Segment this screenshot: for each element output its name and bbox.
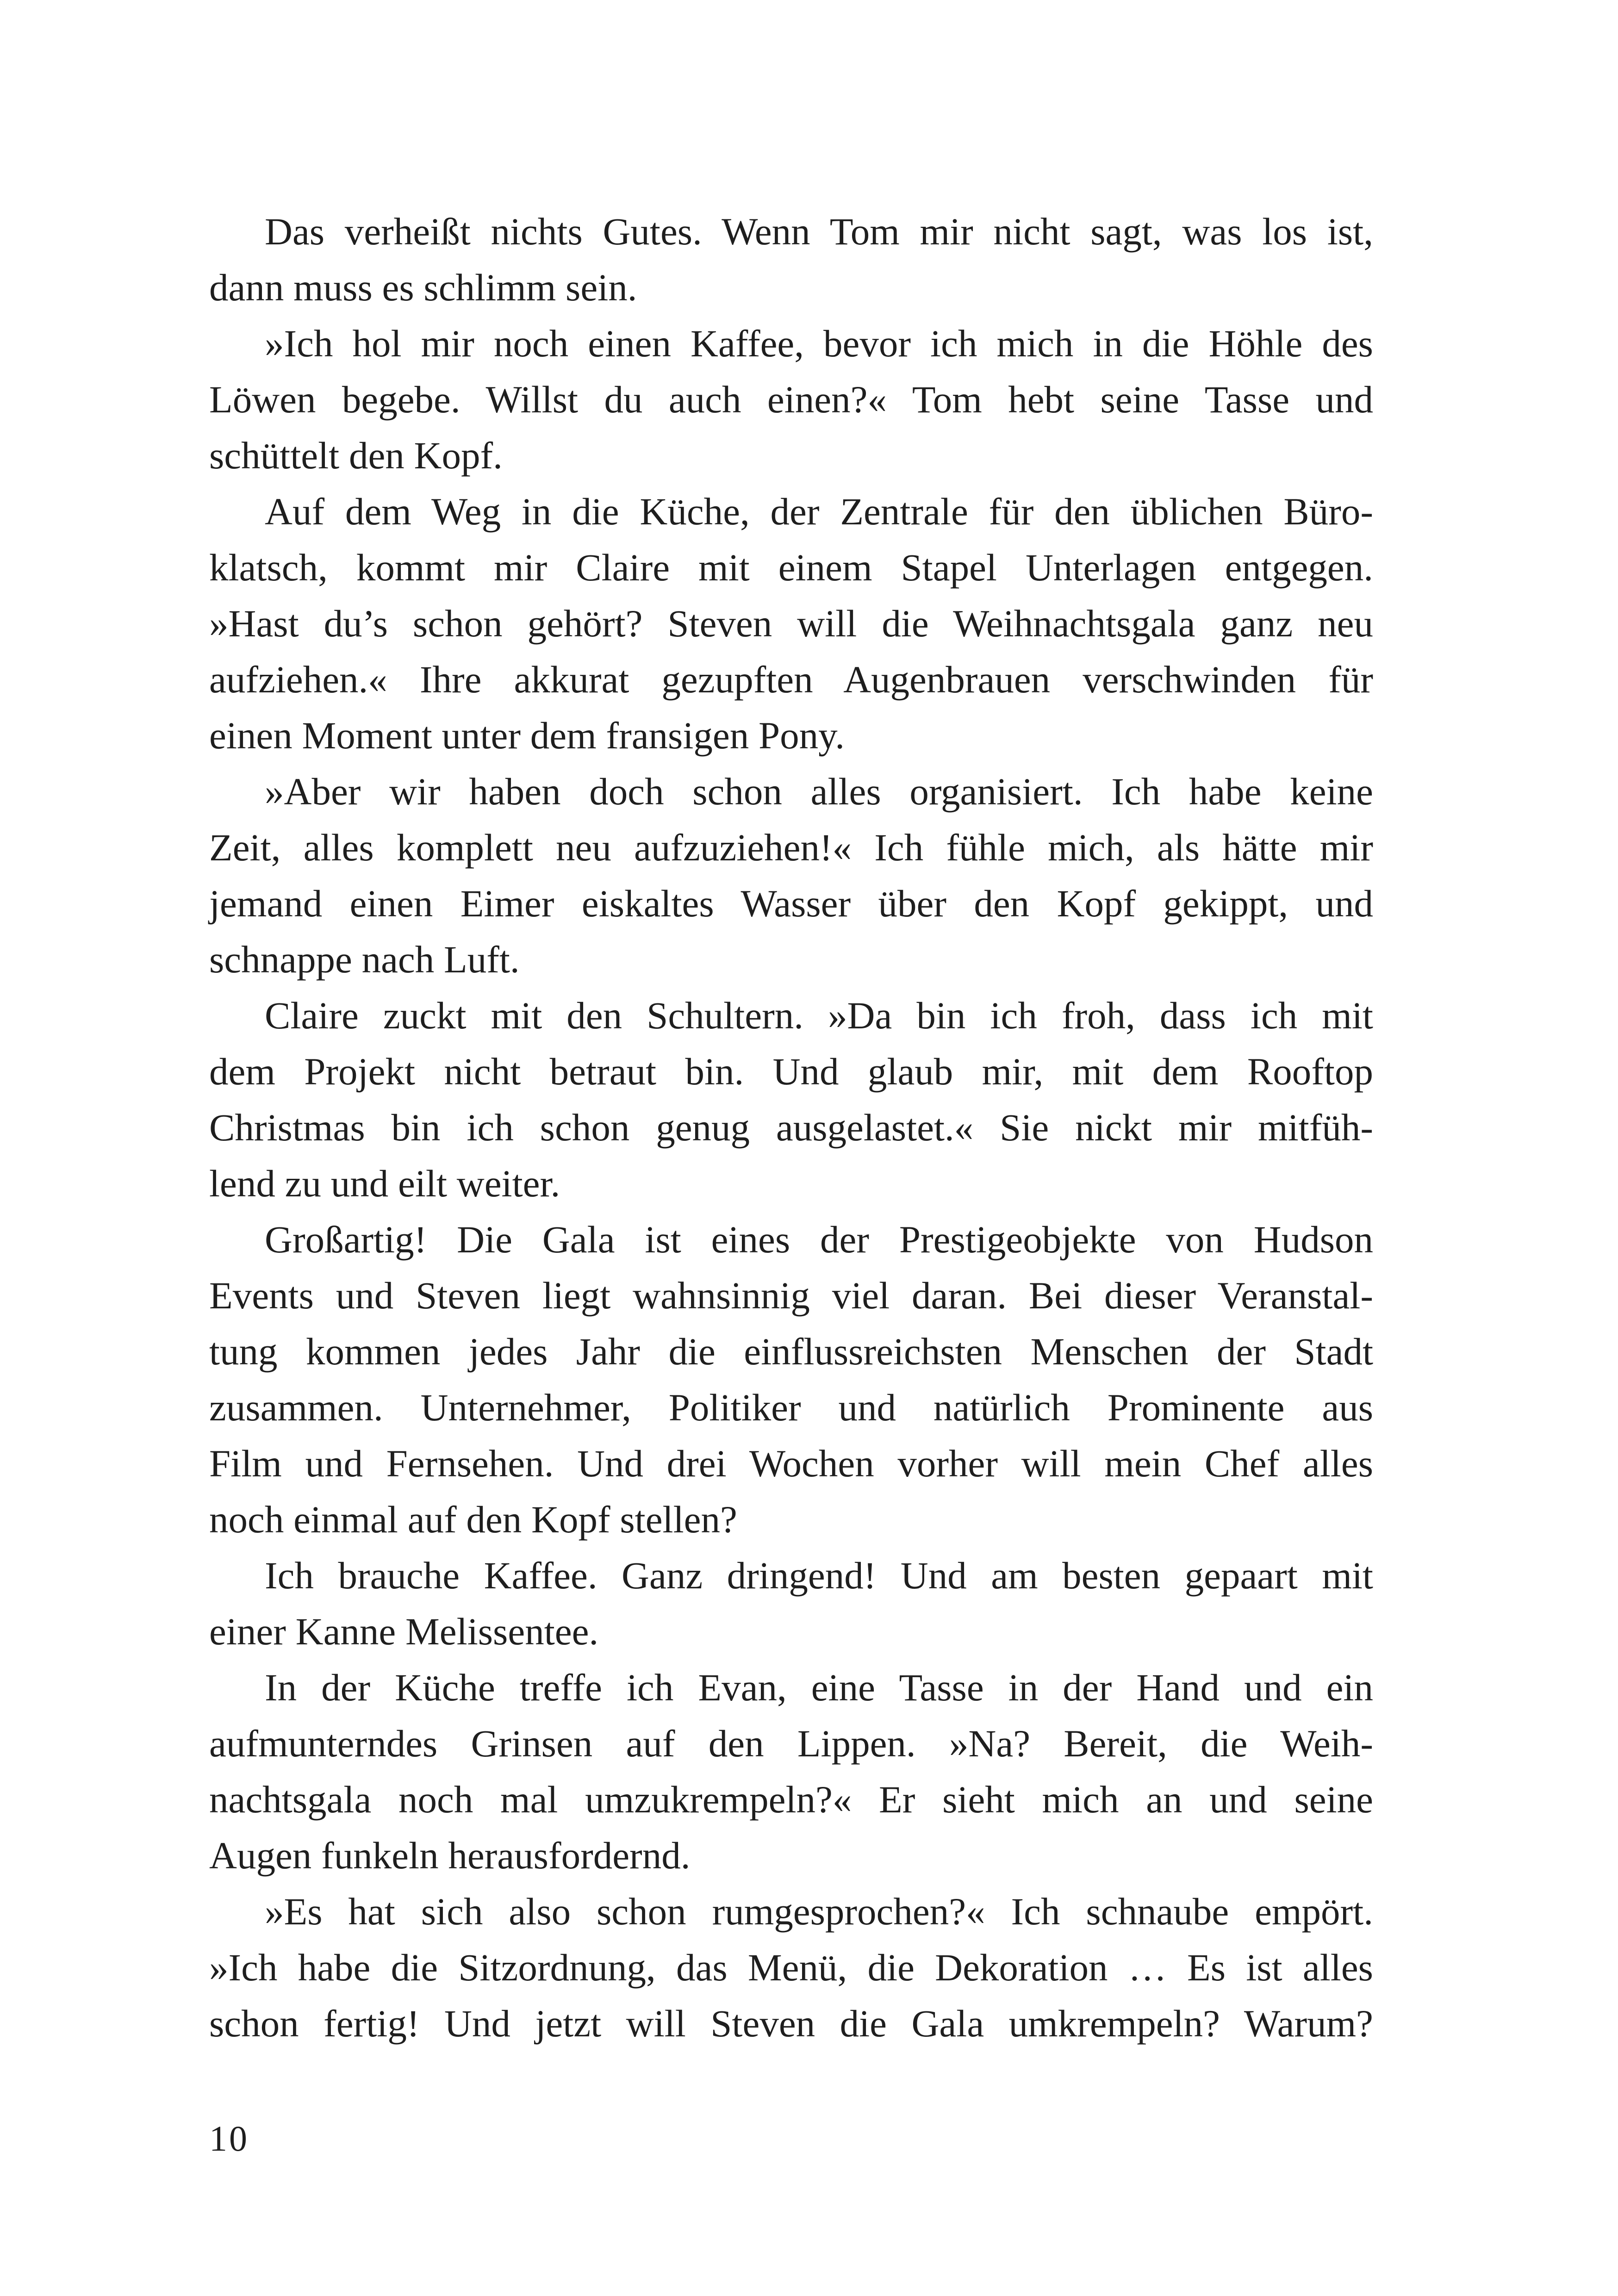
text-line: Events und Steven liegt wahnsinnig viel daran. Bei dieser Veranstal- bbox=[209, 1274, 1373, 1317]
text-line: Zeit, alles komplett neu aufzuziehen!« Ich fühle mich, als hätte mir bbox=[209, 826, 1373, 869]
text-line: zusammen. Unternehmer, Politiker und natürlich Prominente aus bbox=[209, 1386, 1373, 1429]
text-line: Augen funkeln herausfordernd. bbox=[209, 1834, 691, 1877]
page-number: 10 bbox=[209, 2118, 249, 2159]
text-line: In der Küche treffe ich Evan, eine Tasse in der Hand und ein bbox=[265, 1666, 1373, 1709]
text-line: »Ich hol mir noch einen Kaffee, bevor ich mich in die Höhle des bbox=[265, 322, 1373, 365]
text-line: »Hast du’s schon gehört? Steven will die Weihnachtsgala ganz neu bbox=[209, 602, 1373, 645]
text-line: einen Moment unter dem fransigen Pony. bbox=[209, 714, 845, 757]
text-line: »Aber wir haben doch schon alles organisiert. Ich habe keine bbox=[265, 770, 1373, 813]
text-line: jemand einen Eimer eiskaltes Wasser über den Kopf gekippt, und bbox=[209, 882, 1373, 925]
text-line: tung kommen jedes Jahr die einflussreichsten Menschen der Stadt bbox=[209, 1330, 1373, 1373]
body-text bbox=[209, 204, 1373, 2052]
text-line: einer Kanne Melissentee. bbox=[209, 1610, 599, 1653]
text-line: Das verheißt nichts Gutes. Wenn Tom mir nicht sagt, was los ist, bbox=[265, 210, 1373, 253]
text-line: noch einmal auf den Kopf stellen? bbox=[209, 1498, 737, 1541]
text-line: aufmunterndes Grinsen auf den Lippen. »Na? Bereit, die Weih- bbox=[209, 1722, 1373, 1765]
text-line: schnappe nach Luft. bbox=[209, 938, 520, 981]
text-line: aufziehen.« Ihre akkurat gezupften Augenbrauen verschwinden für bbox=[209, 658, 1373, 701]
text-line: dem Projekt nicht betraut bin. Und glaub mir, mit dem Rooftop bbox=[209, 1050, 1373, 1093]
text-line: schon fertig! Und jetzt will Steven die Gala umkrempeln? Warum? bbox=[209, 2002, 1373, 2045]
text-line: »Es hat sich also schon rumgesprochen?« Ich schnaube empört. bbox=[265, 1890, 1373, 1933]
text-line: »Ich habe die Sitzordnung, das Menü, die Dekoration … Es ist alles bbox=[209, 1946, 1373, 1989]
text-line: Christmas bin ich schon genug ausgelastet.« Sie nickt mir mitfüh- bbox=[209, 1106, 1373, 1149]
text-line: schüttelt den Kopf. bbox=[209, 434, 503, 477]
text-line: Ich brauche Kaffee. Ganz dringend! Und am besten gepaart mit bbox=[265, 1554, 1373, 1597]
text-line: Auf dem Weg in die Küche, der Zentrale für den üblichen Büro- bbox=[265, 490, 1373, 533]
text-line: klatsch, kommt mir Claire mit einem Stapel Unterlagen entgegen. bbox=[209, 546, 1373, 589]
text-line: nachtsgala noch mal umzukrempeln?« Er sieht mich an und seine bbox=[209, 1778, 1373, 1821]
text-line: Löwen begebe. Willst du auch einen?« Tom hebt seine Tasse und bbox=[209, 378, 1373, 421]
text-line: Großartig! Die Gala ist eines der Prestigeobjekte von Hudson bbox=[265, 1218, 1373, 1261]
text-line: Claire zuckt mit den Schultern. »Da bin ich froh, dass ich mit bbox=[265, 994, 1373, 1037]
text-line: lend zu und eilt weiter. bbox=[209, 1162, 560, 1205]
text-line: dann muss es schlimm sein. bbox=[209, 266, 637, 309]
text-line: Film und Fernsehen. Und drei Wochen vorher will mein Chef alles bbox=[209, 1442, 1373, 1485]
